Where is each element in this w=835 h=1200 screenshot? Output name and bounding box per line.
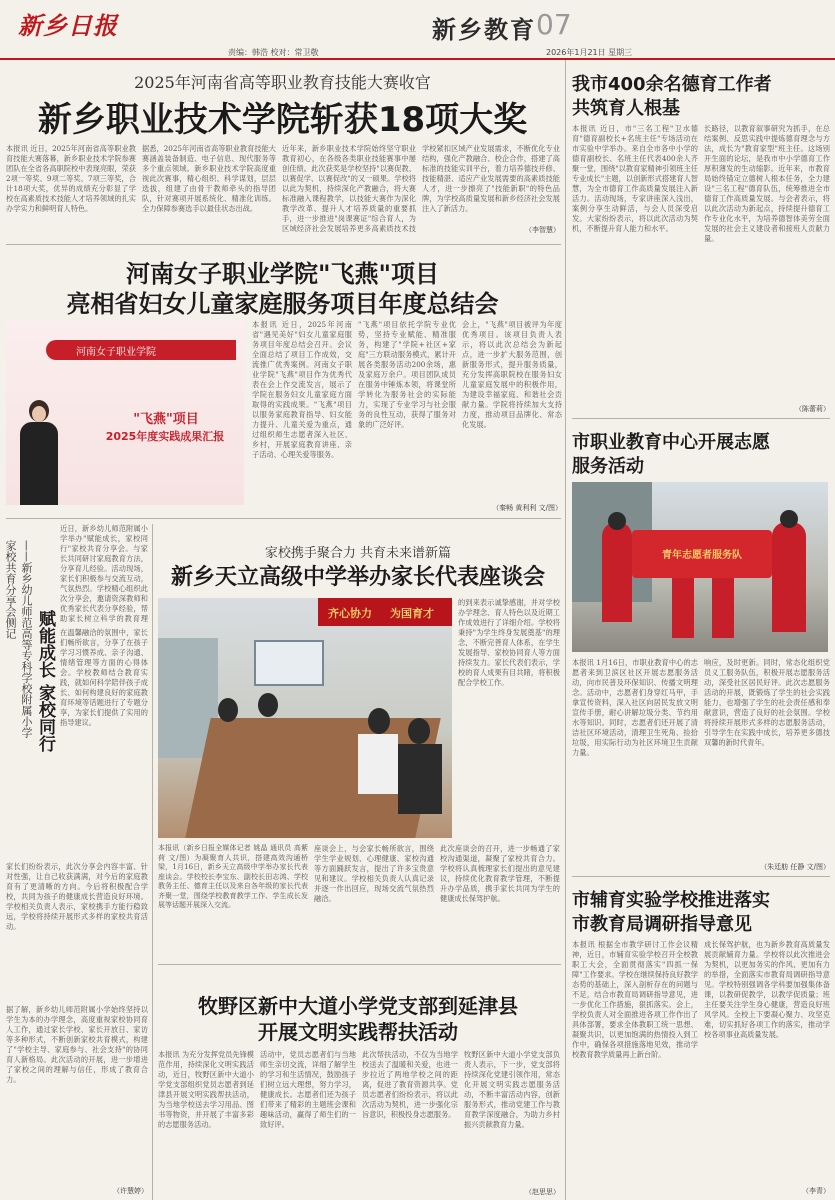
a8-byline: （李青） xyxy=(802,1187,830,1195)
a8-headline-line2: 市教育局调研指导意见 xyxy=(572,914,752,935)
a1-col3: 近年来，新乡职业技术学院始终坚守职业教育初心，在各级各类职业技能赛事中屡创佳绩。此次获奖是学校坚持"以赛促教、以赛促学、以赛促改"的又一硕果。学校将以此为契机，持续深化产教融合，将大赛标准融入课程教学，以技能大赛作为深化教学改革、提升人才培养质量的重要抓手，进一步推进"岗课赛证"综合育人，为区域经济社会发展培养更多高素质技术技 xyxy=(282,144,416,233)
banner-left-text: 齐心协力 xyxy=(328,607,372,620)
divider xyxy=(572,876,830,877)
a6-headline-line1: 我市400余名德育工作者 xyxy=(572,74,772,95)
a6-headline-line2: 共筑育人根基 xyxy=(572,98,680,119)
a4-byline: （许慧婷） xyxy=(113,1187,148,1195)
a6-col1: 本报讯 近日，市"三名工程"卫水德育"德育副校长+名班主任"专场活动在市实验中学举办。来自全市各中小学的德育副校长、名班主任代表400余人齐聚一堂，围绕"以教育家精神引领班主任专业成长"主题，以创新形式搭建育人智慧，为全市德育工作高质量发展注入新活力。活动现场，专家讲座深入浅出，案例分享生动鲜活，与会人员深受启发。大家纷纷表示，将以此次活动为契机，不断提升育人能力和水平。 xyxy=(572,124,698,233)
newspaper-logo: 新乡日报 xyxy=(18,11,118,40)
a5-byline: （赵思思） xyxy=(525,1188,560,1196)
a3-col2: 座谈会上，与会家长畅所欲言，围绕学生学业规划、心理健康、家校沟通等方面踊跃发言，提出了许多宝贵意见和建议。学校相关负责人认真记录并逐一作出回应，现场交流气氛热烈融洽。 xyxy=(314,844,434,903)
a7-headline-line1: 市职业教育中心开展志愿 xyxy=(572,432,770,453)
photo-banner-text: 河南女子职业学院 xyxy=(76,347,156,358)
a4-col-top: 近日，新乡幼儿师范附属小学举办"赋能成长，家校同行"家校共育分享会。与家长共同研讨家庭教育方法，分享育儿经验。活动现场，家长们积极参与交流互动，气氛热烈。学校精心组织此次分享会，邀请资深教师和优秀家长代表分享经验，帮助家长树立科学的教育理 xyxy=(60,524,148,623)
a5-col4: 牧野区新中大道小学党支部负责人表示，下一步，党支部将持续深化党建引领作用，常态化开展文明实践志愿服务活动，不断丰富活动内容，创新服务形式，推动党建工作与教育教学深度融合，为助力乡村振兴贡献教育力量。 xyxy=(464,1050,560,1129)
a4-col4: 据了解，新乡幼儿师范附属小学始终坚持以学生为本的办学理念，高度重视家校协同育人工作，通过家长学校、家长开放日、家访等多种形式，不断创新家校共育模式，构建了"学校主导、家庭参与、社会支持"的协同育人新格局。此次活动的开展，进一步增进了家校之间的理解与信任，形成了教育合力。 xyxy=(6,1005,148,1084)
a3-kicker: 家校携手聚合力 共育未来谱新篇 xyxy=(264,546,452,561)
divider xyxy=(572,418,830,419)
a5-headline-line2: 开展文明实践帮扶活动 xyxy=(258,1020,458,1044)
a7-col1: 本报讯 1月16日，市职业教育中心的志愿者来到卫滨区社区开展志愿服务活动，向市民普及环保知识、传播文明理念。活动中，志愿者们身穿红马甲，手拿宣传资料，深入社区向居民发放文明宣传手册，耐心讲解垃圾分类、节约用水等知识。同时，志愿者们还开展了清洁社区环境活动，清理卫生死角、捡拾垃圾，用实际行动为社区环境卫生贡献力量。 xyxy=(572,658,698,757)
a2-byline: （秦畅 黄利利 文/图） xyxy=(492,504,562,512)
a1-headline: 新乡职业技术学院斩获18项大奖 xyxy=(37,100,528,140)
column-divider xyxy=(565,60,566,1200)
a2-col1: 本报讯 近日，2025年河南省"遇见美好"妇女儿童家庭服务项目年度总结会召开。会议全面总结了项目工作成效，交流推广优秀案例。河南女子职业学院"飞燕"项目作为优秀代表在会上作交流发言，展示了学院在服务妇女儿童家庭方面取得的实践成果。"飞燕"项目以服务家庭教育指导、妇女能力提升、儿童关爱为重点，通过组织师生志愿者深入社区、乡村，开展家庭教育讲座、亲子活动、心理关爱等服务。 xyxy=(252,320,352,459)
a7-photo xyxy=(572,482,828,652)
a4-col2: 在温馨融洽的氛围中，家长们畅所欲言，分享了在孩子学习习惯养成、亲子沟通、情绪管理等方面的心得体会。学校教师结合教育实践，就如何科学陪伴孩子成长、如何构建良好的家庭教育环境等话题进行了专题分享，为家长们提供了实用的指导建议。 xyxy=(60,628,148,727)
a2-photo xyxy=(6,320,244,505)
a1-col2: 据悉，2025年河南省高等职业教育技能大赛涵盖装备制造、电子信息、现代服务等多个重点领域。新乡职业技术学院高度重视此次赛事，精心组织、科学谋划，层层选拔，组建了由骨干教师牵头的指导团队，针对赛项开展系统化、精准化训练。全力保障参赛选手以最佳状态出战。 xyxy=(142,144,276,213)
a2-headline-line2: 亮相省妇女儿童家庭服务项目年度总结会 xyxy=(66,290,499,318)
a1-byline: （李智慧） xyxy=(525,226,560,234)
a6-col2: 长路径，以教育叙事研究为抓手，在总结案例、反思实践中提炼德育理念与方法，成长为"教育家型"班主任。这场别开生面的论坛，是我市中小学德育工作厚积薄发的生动缩影。近年来，市教育局始终锚定立德树人根本任务，全力建设"三名工程"德育队伍，统筹推进全市德育工作高质量发展。与会者表示，将以此次活动为新起点，持续提升德育工作专业化水平，为培养德智体美劳全面发展的社会主义建设者和接班人贡献力量。 xyxy=(704,124,830,243)
a6-byline: （陈蕾莉） xyxy=(795,405,830,413)
a2-col3: 会上，"飞燕"项目被评为年度优秀项目。该项目负责人表示，将以此次总结会为新起点，进一步扩大服务范围，创新服务形式，提升服务质量，充分发挥高职院校在服务妇女儿童家庭发展中的积极作用，为建设幸福家庭、和谐社会贡献力量。学院将持续加大支持力度，推动项目品牌化、常态化发展。 xyxy=(462,320,562,429)
banner-right-text: 为国育才 xyxy=(390,607,434,620)
a5-headline-line1: 牧野区新中大道小学党支部到延津县 xyxy=(198,994,518,1018)
a3-col-right: 的到来表示诚挚感谢，并对学校办学理念、育人特色以及近期工作成效进行了详细介绍。学校将秉持"为学生终身发展奠基"的理念，不断完善育人体系，在学生发展指导、家校协同育人等方面持续发力。家长代表们表示，学校的育人成果有目共睹，将积极配合学校工作。 xyxy=(458,598,560,687)
a8-col2: 成长保驾护航，也为新乡教育高质量发展贡献辅育力量。学校将以此次推进会为契机，以更加务实的作风、更加有力的举措，全面落实市教育局调研指导意见。学校特别强调各学科要加强集体备课，以教研促教学，以教学促质量；班主任要关注学生身心健康，营造良好班风学风。全校上下要凝心聚力、攻坚克难，切实抓好各项工作的落实，推动学校各项事业高质量发展。 xyxy=(704,940,830,1039)
editor-line: 责编：韩浩 校对：常卫敬 xyxy=(228,48,319,57)
photo-title-1: "飞燕"项目 xyxy=(133,412,199,427)
date-line: 2026年1月21日 星期三 xyxy=(546,48,633,57)
divider xyxy=(6,244,561,245)
a7-col2: 响应，及时更新。同时，常态化组织党员义工服务队伍，积极开展志愿服务活动，深受社区居民好评。此次志愿服务活动的开展，既锻炼了学生的社会实践能力，也增强了学生的社会责任感和奉献意识，营造了良好的社会氛围。学校将持续开展形式多样的志愿服务活动，引导学生在实践中成长，培养更多德技双馨的新时代青年。 xyxy=(704,658,830,747)
a3-col3: 此次座谈会的召开，进一步畅通了家校沟通渠道，凝聚了家校共育合力。学校将认真梳理家长们提出的意见建议，持续优化教育教学管理，不断提升办学品质，携手家长共同为学生的健康成长保驾护航。 xyxy=(440,844,560,903)
a7-headline-line2: 服务活动 xyxy=(572,456,644,477)
a2-col2: "飞燕"项目依托学院专业优势，坚持专业赋能、精准服务，构建了"学院+社区+家庭"三方联动服务模式，累计开展各类服务活动200余场，惠及家庭万余户。项目团队成员在服务中锤炼本领，将课堂所学转化为服务社会的实际能力，实现了专业学习与社会服务的良性互动，获得了服务对象的广泛好评。 xyxy=(358,320,456,429)
a1-col1: 本报讯 近日，2025年河南省高等职业教育技能大赛落幕，新乡职业技术学院参赛团队在全省各高职院校中表现亮眼，荣获2项一等奖、9项二等奖、7项三等奖，合计18项大奖，优异的成绩充分彰显了学校在高素质技术技能人才培养领域的扎实办学实力和鲜明育人特色。 xyxy=(6,144,136,213)
a1-col4: 学校紧扣区域产业发展需求，不断优化专业结构，强化产教融合、校企合作，搭建了高标准的技能实训平台，着力培养德技并修、技能精湛、适应产业发展需要的高素质技能人才，进一步擦亮了"技能新职"的特色品牌，为学校高质量发展和新乡经济社会发展注入了新活力。 xyxy=(422,144,560,213)
a3-photo xyxy=(158,598,452,838)
a7-byline: （朱廷舫 任静 文/图） xyxy=(760,863,830,871)
a8-headline-line1: 市辅育实验学校推进落实 xyxy=(572,890,770,911)
column-divider xyxy=(152,524,153,1200)
a3-headline: 新乡天立高级中学举办家长代表座谈会 xyxy=(170,565,545,590)
masthead-rule xyxy=(0,58,835,60)
a3-caption: 本报讯（新乡日报全媒体记者 姚晶 通讯员 高紫荷 文/图）为凝聚育人共识，搭建高效沟通桥梁，1月16日，新乡天立高级中学举办家长代表座谈会。学校校长李宝东、副校长田志鸿、学校教务主任、德育主任以及来自各年级的家长代表齐聚一堂，围绕学校教育教学工作、学生成长发展等话题开展深入交流。 xyxy=(158,844,308,909)
photo-title-2: 2025年度实践成果汇报 xyxy=(105,430,225,443)
a7-banner-text: 青年志愿者服务队 xyxy=(662,550,742,561)
divider xyxy=(158,964,561,965)
a5-col3: 此次帮扶活动，不仅为当地学校送去了温暖和关爱，也进一步拉近了两地学校之间的距离，促进了教育资源共享。党员志愿者们纷纷表示，将以此次活动为契机，进一步强化宗旨意识，积极投身志愿服务。 xyxy=(362,1050,458,1119)
a4-col3: 家长们纷纷表示，此次分享会内容丰富、针对性强，让自己收获满满，对今后的家庭教育有了更清晰的方向。今后将积极配合学校，共同为孩子的健康成长营造良好环境。学校相关负责人表示，家校携手方能行稳致远，学校将持续开展形式多样的家校共育活动。 xyxy=(6,862,148,931)
a2-headline-line1: 河南女子职业学院"飞燕"项目 xyxy=(125,260,439,288)
a5-col2: 活动中，党员志愿者们与当地师生亲切交流，详细了解学生的学习和生活情况，鼓励孩子们树立远大理想，努力学习，健康成长。志愿者们还为孩子们带来了精彩的主题班会课和趣味活动，赢得了师生们的一致好评。 xyxy=(260,1050,356,1129)
a4-vertical-kicker: ——新乡幼儿师范高等专科学校附属小学家校共育分享会侧记 xyxy=(4,540,33,738)
speaker-figure xyxy=(14,400,64,505)
page-number: 07 xyxy=(536,8,572,41)
section-name: 新乡教育 xyxy=(432,16,536,44)
a5-col1: 本报讯 为充分发挥党员先锋模范作用，持续深化文明实践活动，近日，牧野区新中大道小学党支部组织党员志愿者到延津县开展文明实践帮扶活动，为当地学校送去学习用品、图书等物资，并开展了丰富多彩的志愿服务活动。 xyxy=(158,1050,254,1129)
a8-col1: 本报讯 根据全市教学研讨工作会议精神，近日，市辅育实验学校召开全校教职工大会，全面贯彻落实"四抓一保障"工作要求。学校在继续保持良好教学态势的基础上，深入剖析存在的问题与不足，结合市教育局调研指导意见，进一步优化工作措施，狠抓落实。会上，学校负责人对全面推进各项工作作出了具体部署，要求全体教职工统一思想、凝聚共识，以更加饱满的热情投入到工作中，确保各项措施落地见效，推动学校教育教学质量再上新台阶。 xyxy=(572,940,698,1059)
a4-vertical-headline: 赋能成长 家校同行 xyxy=(35,610,55,752)
a1-kicker: 2025年河南省高等职业教育技能大赛收官 xyxy=(134,73,431,92)
divider xyxy=(6,518,561,519)
